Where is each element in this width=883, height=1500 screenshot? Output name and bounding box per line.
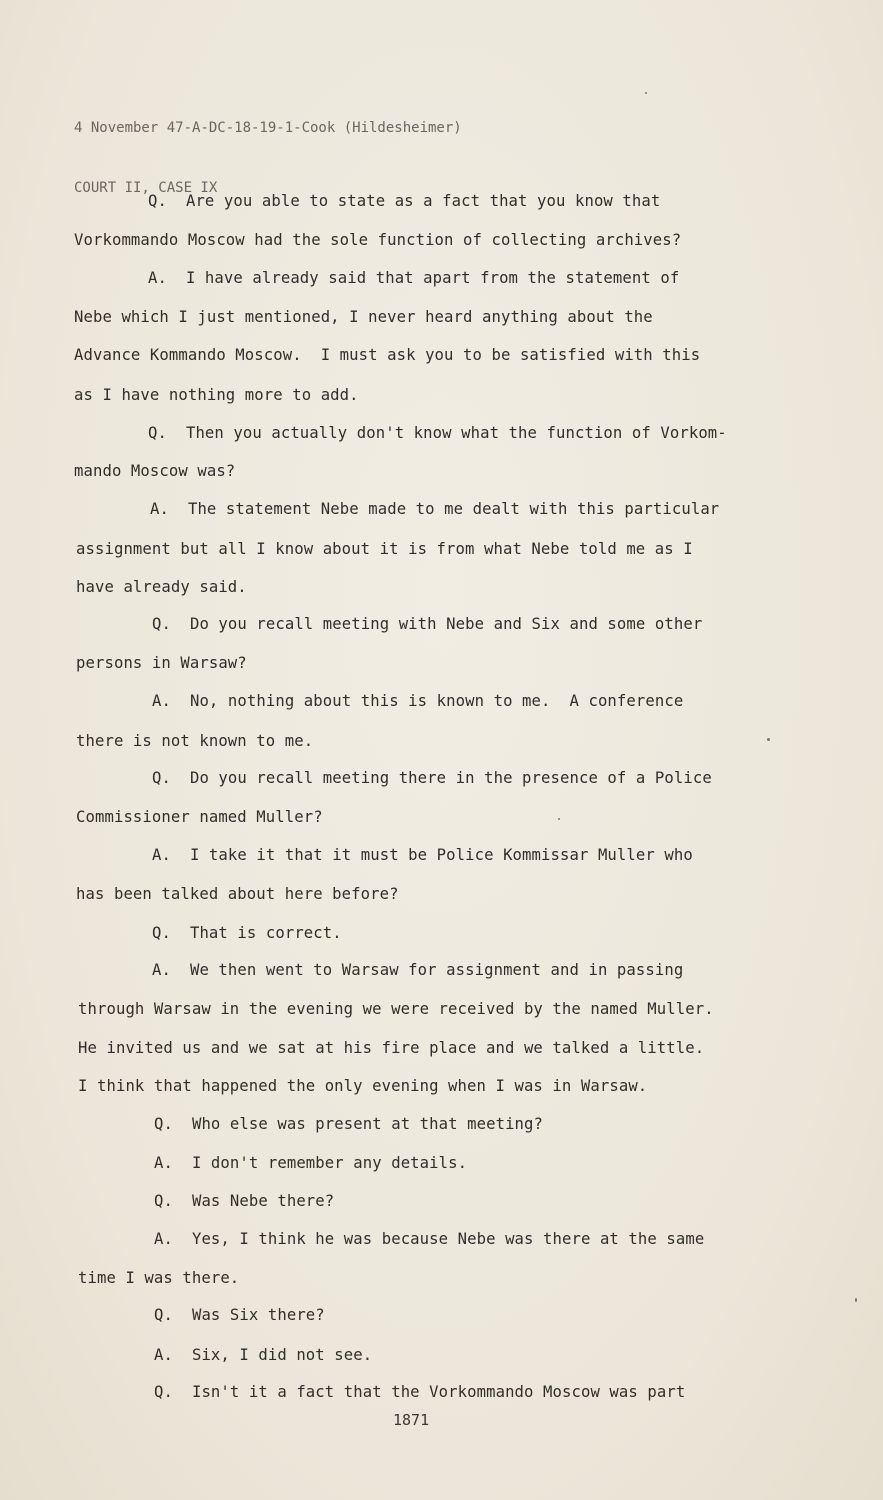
transcript-line: time I was there. [78, 1269, 240, 1287]
transcript-line: through Warsaw in the evening we were received by the named Muller. [78, 1000, 714, 1018]
header-court-case: COURT II, CASE IX [74, 180, 218, 196]
transcript-line: there is not known to me. [76, 732, 314, 750]
transcript-line: Q. Isn't it a fact that the Vorkommando Moscow was part [154, 1383, 686, 1401]
paper-speck [767, 738, 770, 741]
transcript-line: Q. Do you recall meeting there in the presence of a Police [152, 769, 712, 787]
paper-speck [645, 92, 647, 94]
transcript-line: Q. That is correct. [152, 924, 342, 942]
document-header [74, 78, 462, 238]
transcript-line: A. I have already said that apart from the statement of [148, 269, 680, 287]
page-number: 1871 [393, 1411, 430, 1429]
transcript-line: Q. Do you recall meeting with Nebe and Six and some other [152, 615, 703, 633]
transcript-line: Nebe which I just mentioned, I never heard anything about the [74, 308, 653, 326]
transcript-line: Q. Was Six there? [154, 1306, 325, 1324]
transcript-line: has been talked about here before? [76, 885, 399, 903]
transcript-line: Q. Are you able to state as a fact that you know that [148, 192, 661, 210]
transcript-line: A. I take it that it must be Police Kommissar Muller who [152, 846, 693, 864]
header-case-reference: 4 November 47-A-DC-18-19-1-Cook (Hildesheimer) [74, 120, 462, 136]
transcript-line: A. Yes, I think he was because Nebe was there at the same [154, 1230, 705, 1248]
transcript-line: A. Six, I did not see. [154, 1346, 373, 1364]
paper-speck [558, 818, 560, 820]
transcript-line: A. I don't remember any details. [154, 1154, 468, 1172]
transcript-line: assignment but all I know about it is from what Nebe told me as I [76, 540, 693, 558]
paper-speck [855, 1298, 857, 1302]
transcript-line: I think that happened the only evening when I was in Warsaw. [78, 1077, 648, 1095]
transcript-line: A. The statement Nebe made to me dealt with this particular [150, 500, 720, 518]
transcript-line: Advance Kommando Moscow. I must ask you to be satisfied with this [74, 346, 701, 364]
transcript-line: mando Moscow was? [74, 462, 236, 480]
transcript-line: He invited us and we sat at his fire place and we talked a little. [78, 1039, 705, 1057]
transcript-line: have already said. [76, 578, 247, 596]
transcript-line: Vorkommando Moscow had the sole function of collecting archives? [74, 231, 682, 249]
transcript-line: A. We then went to Warsaw for assignment and in passing [152, 961, 684, 979]
transcript-line: A. No, nothing about this is known to me. A conference [152, 692, 684, 710]
transcript-line: Q. Who else was present at that meeting? [154, 1115, 544, 1133]
transcript-line: Q. Was Nebe there? [154, 1192, 335, 1210]
transcript-line: Commissioner named Muller? [76, 808, 323, 826]
transcript-line: Q. Then you actually don't know what the function of Vorkom- [148, 424, 727, 442]
transcript-line: as I have nothing more to add. [74, 386, 359, 404]
transcript-line: persons in Warsaw? [76, 654, 247, 672]
